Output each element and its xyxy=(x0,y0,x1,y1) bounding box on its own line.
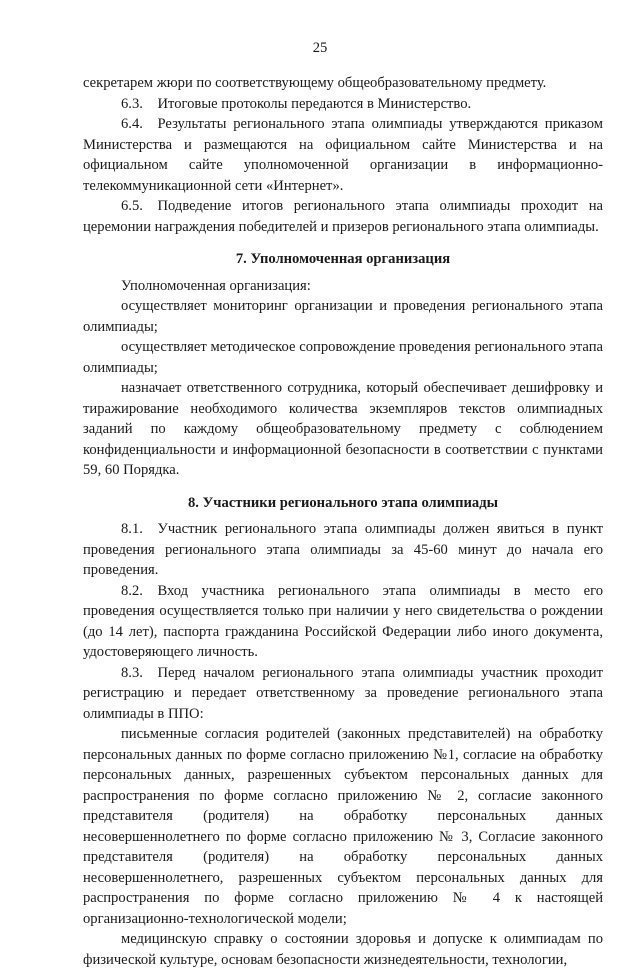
section-7-heading: 7. Уполномоченная организация xyxy=(235,251,451,267)
page-content xyxy=(83,73,603,970)
continuation-paragraph: секретарем жюри по соответствующему общеобразовательному предмету. xyxy=(83,75,547,91)
section-8-heading: 8. Участники регионального этапа олимпиады xyxy=(188,494,498,511)
section-7-item-monitoring: осуществляет мониторинг организации и проведения регионального этапа олимпиады; xyxy=(83,298,603,335)
page-number: 25 xyxy=(312,40,328,56)
section-7-item-methodical: осуществляет методическое сопровождение проведения регионального этапа олимпиады; xyxy=(83,339,603,376)
paragraph-8-3-medical: медицинскую справку о состоянии здоровья и допуске к олимпиадам по физической культуре, основам безопасности жизнедеятельности, технологии, xyxy=(83,931,603,968)
paragraph-8-1: 8.1. Участник регионального этапа олимпиады должен явиться в пункт проведения регионального этапа олимпиады за 45-60 минут до начала его проведения. xyxy=(83,521,603,578)
section-7-intro: Уполномоченная организация: xyxy=(121,277,311,294)
paragraph-6-3: 6.3. Итоговые протоколы передаются в Министерство. xyxy=(121,95,472,112)
paragraph-6-4: 6.4. Результаты регионального этапа олимпиады утверждаются приказом Министерства и размещаются на официальном сайте Министерства и на официальном сайте уполномоченной организации в информационно-телекоммуникационной сети «Интернет». xyxy=(83,116,603,194)
paragraph-6-5: 6.5. Подведение итогов регионального этапа олимпиады проходит на церемонии награждения победителей и призеров регионального этапа олимпиады. xyxy=(83,198,603,235)
paragraph-8-2: 8.2. Вход участника регионального этапа олимпиады в место его проведения осуществляется только при наличии у него свидетельства о рождении (до 14 лет), паспорта гражданина Российской Федерации либо иного документа, удостоверяющего личность. xyxy=(83,582,603,660)
paragraph-8-3-consents: письменные согласия родителей (законных представителей) на обработку персональных данных по форме согласно приложению №1, согласие на обработку персональных данных, разрешенных субъектом персональных данных для распространения по форме согласно приложению № 2, согласие законного представителя (родителя) на обработку персональных данных несовершеннолетнего по форме согласно приложению № 3, Согласие законного представителя (родителя) на обработку персональных данных несовершеннолетнего, разрешенных субъектом персональных данных для распространения по форме согласно приложению № 4 к настоящей организационно-технологической модели; xyxy=(83,726,603,927)
section-7-item-responsible: назначает ответственного сотрудника, который обеспечивает дешифровку и тиражирование необходимого количества экземпляров текстов олимпиадных заданий по каждому общеобразовательному предмету с соблюдением конфиденциальности и информационной безопасности в соответствии с пунктами 59, 60 Порядка. xyxy=(83,380,603,478)
paragraph-8-3: 8.3. Перед началом регионального этапа олимпиады участник проходит регистрацию и передает ответственному за проведение регионального этапа олимпиады в ППО: xyxy=(83,664,603,722)
